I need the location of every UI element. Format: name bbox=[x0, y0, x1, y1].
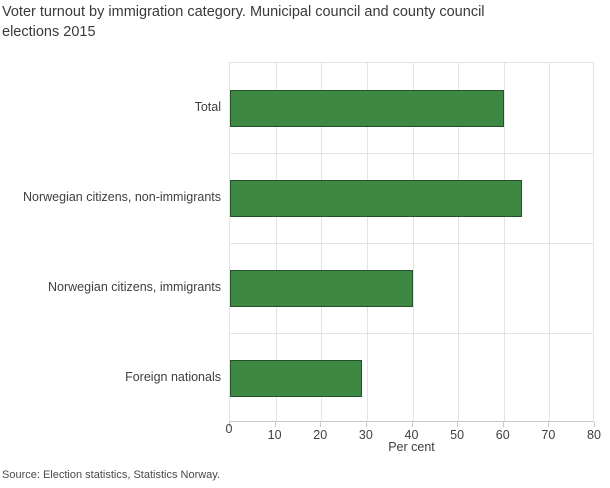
category-label: Foreign nationals bbox=[125, 370, 221, 384]
x-tick-label: 0 bbox=[225, 422, 233, 436]
chart-bar-0[interactable] bbox=[230, 90, 504, 127]
x-tick-label: 10 bbox=[267, 428, 282, 442]
chart-title-line2: elections 2015 bbox=[2, 24, 96, 40]
chart-title bbox=[2, 2, 608, 42]
band-separator bbox=[230, 243, 593, 244]
axis-tick bbox=[548, 422, 549, 427]
x-gridline bbox=[504, 63, 505, 421]
chart-title-line1: Voter turnout by immigration category. Municipal council and county council bbox=[2, 4, 485, 20]
axis-tick bbox=[503, 422, 504, 427]
axis-tick bbox=[275, 422, 276, 427]
axis-tick bbox=[412, 422, 413, 427]
x-axis-title: Per cent bbox=[388, 440, 435, 454]
x-tick-label: 60 bbox=[495, 428, 510, 442]
x-tick-label: 50 bbox=[450, 428, 465, 442]
x-tick-label: 70 bbox=[541, 428, 556, 442]
x-tick-label: 80 bbox=[587, 428, 601, 442]
chart-bar-2[interactable] bbox=[230, 270, 413, 307]
category-label: Total bbox=[194, 100, 221, 114]
category-label: Norwegian citizens, immigrants bbox=[48, 280, 221, 294]
category-label: Norwegian citizens, non-immigrants bbox=[23, 190, 221, 204]
x-tick-label: 20 bbox=[313, 428, 328, 442]
axis-tick bbox=[320, 422, 321, 427]
axis-tick bbox=[594, 422, 595, 427]
x-tick-label: 40 bbox=[404, 428, 419, 442]
chart-bar-3[interactable] bbox=[230, 360, 362, 397]
x-tick-label: 30 bbox=[358, 428, 373, 442]
axis-tick bbox=[457, 422, 458, 427]
x-gridline bbox=[549, 63, 550, 421]
plot-area bbox=[229, 62, 594, 422]
chart-bar-1[interactable] bbox=[230, 180, 522, 217]
band-separator bbox=[230, 153, 593, 154]
source-note: Source: Election statistics, Statistics Norway. bbox=[2, 469, 221, 481]
band-separator bbox=[230, 333, 593, 334]
axis-tick bbox=[366, 422, 367, 427]
